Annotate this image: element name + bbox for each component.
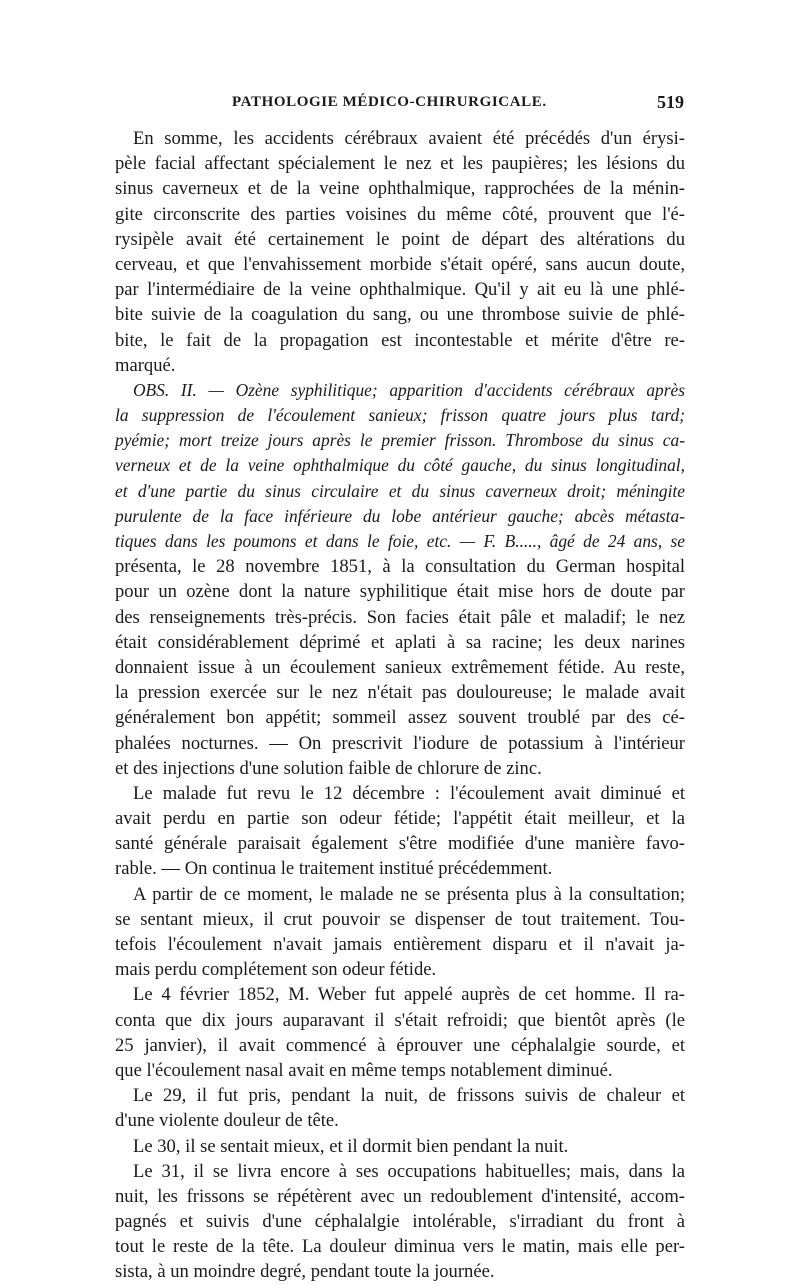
text-line: verneux et de la veine ophthalmique du côté gauche, du sinus longitudinal,	[115, 455, 685, 476]
running-title: PATHOLOGIE MÉDICO-CHIRURGICALE.	[232, 94, 547, 110]
text-line: bite, le fait de la propagation est incontestable et mérite d'être re-	[115, 329, 685, 351]
text-line: OBS. II. — Ozène syphilitique; apparition d'accidents cérébraux après	[133, 379, 685, 400]
text-line: la pression exercée sur le nez n'était pas douloureuse; le malade avait	[115, 682, 685, 704]
text-line: pour un ozène dont la nature syphilitique était mise hors de doute par	[115, 581, 685, 603]
text-line: avait perdu en partie son odeur fétide; l'appétit était meilleur, et la	[115, 808, 685, 830]
text-line: nuit, les frissons se répétèrent avec un redoublement d'intensité, accom-	[115, 1185, 685, 1207]
text-line: pagnés et suivis d'une céphalalgie intolérable, s'irradiant du front à	[115, 1211, 685, 1233]
text-line: gite circonscrite des parties voisines du même côté, prouvent que l'é-	[115, 203, 685, 225]
text-line: mais perdu complétement son odeur fétide.	[115, 959, 437, 981]
page-number: 519	[657, 92, 684, 112]
text-line: purulente de la face inférieure du lobe antérieur gauche; abcès métasta-	[115, 505, 685, 526]
text-line: cerveau, et que l'envahissement morbide s'était opéré, sans aucun doute,	[115, 253, 685, 275]
text-line: par l'intermédiaire de la veine ophthalmique. Qu'il y ait eu là une phlé-	[115, 279, 685, 301]
text-line: sinus caverneux et de la veine ophthalmique, rapprochées de la ménin-	[115, 178, 685, 200]
text-line: Le 30, il se sentait mieux, et il dormit bien pendant la nuit.	[133, 1135, 569, 1157]
running-head	[232, 94, 684, 118]
text-line: A partir de ce moment, le malade ne se présenta plus à la consultation;	[133, 883, 685, 905]
text-line: et des injections d'une solution faible de chlorure de zinc.	[115, 757, 542, 779]
text-line: rable. — On continua le traitement institué précédemment.	[115, 858, 553, 880]
text-line: tiques dans les poumons et dans le foie, etc. — F. B....., âgé de 24 ans, se	[115, 531, 685, 551]
text-line: marqué.	[115, 354, 176, 376]
text-line: pyémie; mort treize jours après le premier frisson. Thrombose du sinus ca-	[115, 430, 685, 451]
text-line: Le malade fut revu le 12 décembre : l'écoulement avait diminué et	[133, 782, 685, 804]
text-line: sista, à un moindre degré, pendant toute la journée.	[115, 1261, 495, 1283]
body-text	[115, 126, 685, 1285]
text-line: rysipèle avait été certainement le point de départ des altérations du	[115, 228, 685, 250]
text-line: Le 31, il se livra encore à ses occupations habituelles; mais, dans la	[133, 1160, 685, 1182]
text-line: présenta, le 28 novembre 1851, à la consultation du German hospital	[115, 556, 685, 578]
text-line: était considérablement déprimé et aplati à sa racine; les deux narines	[115, 631, 685, 653]
text-line: pèle facial affectant spécialement le nez et les paupières; les lésions du	[115, 153, 685, 175]
text-line: donnaient issue à un écoulement sanieux extrêmement fétide. Au reste,	[115, 656, 685, 678]
text-line: 25 janvier), il avait commencé à éprouver une céphalalgie sourde, et	[115, 1034, 685, 1056]
text-line: se sentant mieux, il crut pouvoir se dispenser de tout traitement. Tou-	[115, 908, 685, 930]
text-line: généralement bon appétit; sommeil assez souvent troublé par des cé-	[115, 707, 685, 729]
text-line: santé générale paraisait également s'être modifiée d'une manière favo-	[115, 833, 685, 855]
text-line: tefois l'écoulement n'avait jamais entièrement disparu et il n'avait ja-	[115, 934, 685, 955]
text-line: d'une violente douleur de tête.	[115, 1110, 339, 1132]
text-line: la suppression de l'écoulement sanieux; frisson quatre jours plus tard;	[115, 405, 685, 426]
text-line: conta que dix jours auparavant il s'était refroidi; que bientôt après (le	[115, 1009, 685, 1031]
text-line: Le 4 février 1852, M. Weber fut appelé auprès de cet homme. Il ra-	[133, 984, 685, 1006]
text-line: tout le reste de la tête. La douleur diminua vers le matin, mais elle per-	[115, 1236, 685, 1258]
text-line: des renseignements très-précis. Son facies était pâle et maladif; le nez	[115, 606, 685, 628]
text-line: et d'une partie du sinus circulaire et du sinus caverneux droit; méningite	[115, 480, 685, 501]
text-line: En somme, les accidents cérébraux avaient été précédés d'un érysi-	[133, 128, 685, 149]
text-line: bite suivie de la coagulation du sang, ou une thrombose suivie de phlé-	[115, 304, 685, 326]
text-line: que l'écoulement nasal avait en même temps notablement diminué.	[115, 1059, 613, 1081]
text-line: Le 29, il fut pris, pendant la nuit, de frissons suivis de chaleur et	[133, 1085, 685, 1107]
text-line: phalées nocturnes. — On prescrivit l'iodure de potassium à l'intérieur	[115, 732, 685, 754]
